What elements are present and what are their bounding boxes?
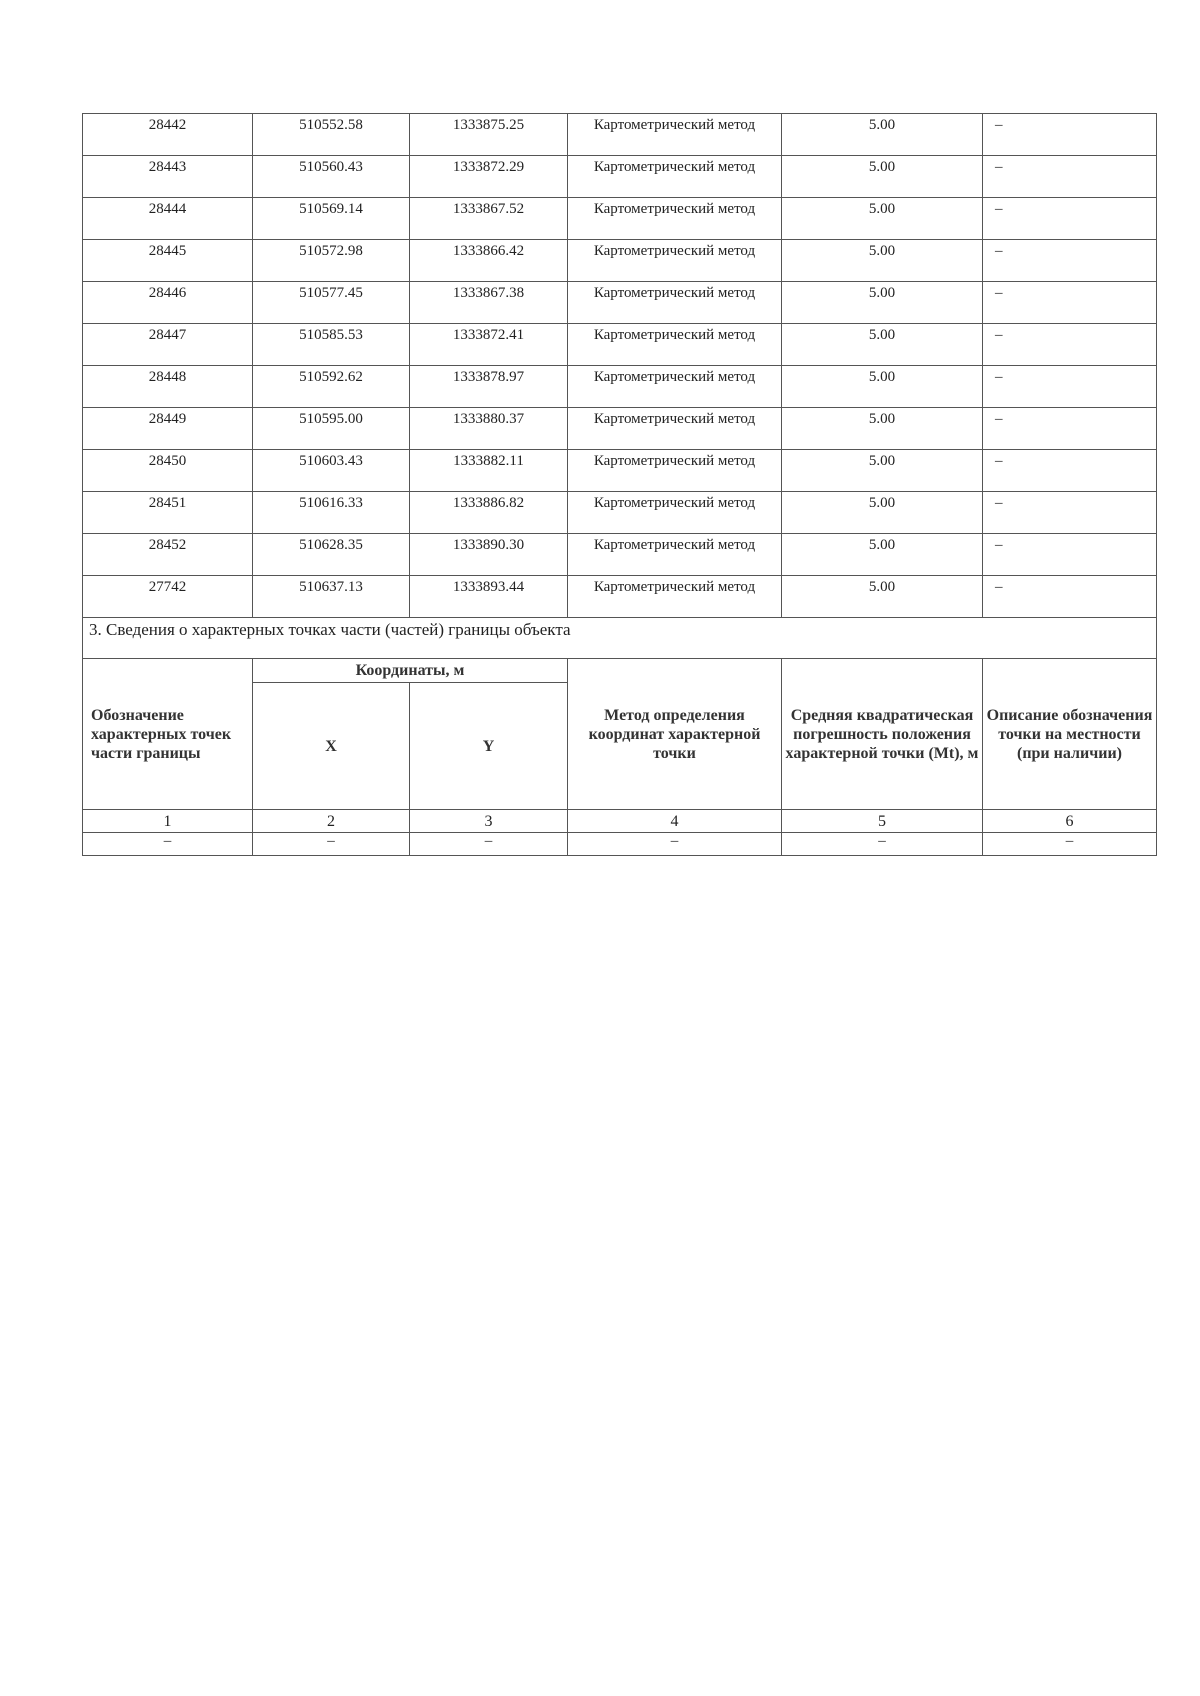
cell-coord-x: 510585.53 bbox=[253, 324, 410, 366]
cell-coord-x: 510572.98 bbox=[253, 240, 410, 282]
header-x: X bbox=[253, 683, 410, 810]
table-row bbox=[83, 282, 1157, 324]
cell-method: Картометрический метод bbox=[568, 408, 782, 450]
column-index: 5 bbox=[782, 810, 983, 833]
cell-coord-y: 1333875.25 bbox=[410, 114, 568, 156]
cell-coord-y: 1333872.29 bbox=[410, 156, 568, 198]
cell-coord-y: 1333866.42 bbox=[410, 240, 568, 282]
cell-coord-x: 510552.58 bbox=[253, 114, 410, 156]
empty-data-row bbox=[83, 833, 1157, 856]
cell-description: – bbox=[983, 240, 1157, 282]
column-index: 3 bbox=[410, 810, 568, 833]
cell-description: – bbox=[983, 366, 1157, 408]
cell-description: – bbox=[983, 408, 1157, 450]
header-point: Обозначение характерных точек части границы bbox=[83, 659, 253, 810]
cell-point-id: 28452 bbox=[83, 534, 253, 576]
header-coords: Координаты, м bbox=[253, 659, 568, 683]
cell-point-id: 28445 bbox=[83, 240, 253, 282]
section3-title: 3. Сведения о характерных точках части (частей) границы объекта bbox=[83, 618, 1157, 659]
cell-point-id: 28451 bbox=[83, 492, 253, 534]
table-row bbox=[83, 114, 1157, 156]
cell-coord-x: 510569.14 bbox=[253, 198, 410, 240]
cell-point-id: 28448 bbox=[83, 366, 253, 408]
table-row bbox=[83, 156, 1157, 198]
cell-coord-y: 1333882.11 bbox=[410, 450, 568, 492]
cell-method: Картометрический метод bbox=[568, 366, 782, 408]
cell-point-id: 28446 bbox=[83, 282, 253, 324]
cell-coord-y: 1333867.52 bbox=[410, 198, 568, 240]
cell-description: – bbox=[983, 114, 1157, 156]
header-method: Метод определения координат характерной точки bbox=[568, 659, 782, 810]
boundary-points-table bbox=[82, 113, 1157, 856]
table-row bbox=[83, 366, 1157, 408]
cell-coord-y: 1333872.41 bbox=[410, 324, 568, 366]
section3 bbox=[83, 618, 1157, 856]
cell-point-id: 28444 bbox=[83, 198, 253, 240]
empty-cell: – bbox=[782, 833, 983, 856]
cell-description: – bbox=[983, 282, 1157, 324]
column-index: 2 bbox=[253, 810, 410, 833]
table-row bbox=[83, 450, 1157, 492]
cell-point-id: 28449 bbox=[83, 408, 253, 450]
cell-error-value: 5.00 bbox=[782, 114, 983, 156]
cell-error-value: 5.00 bbox=[782, 492, 983, 534]
cell-coord-x: 510577.45 bbox=[253, 282, 410, 324]
document-sheet bbox=[82, 113, 1156, 856]
cell-error-value: 5.00 bbox=[782, 324, 983, 366]
cell-method: Картометрический метод bbox=[568, 534, 782, 576]
cell-error-value: 5.00 bbox=[782, 576, 983, 618]
table-row bbox=[83, 576, 1157, 618]
cell-coord-y: 1333890.30 bbox=[410, 534, 568, 576]
table-row bbox=[83, 408, 1157, 450]
empty-cell: – bbox=[983, 833, 1157, 856]
cell-coord-y: 1333893.44 bbox=[410, 576, 568, 618]
cell-coord-x: 510603.43 bbox=[253, 450, 410, 492]
cell-error-value: 5.00 bbox=[782, 366, 983, 408]
cell-coord-y: 1333867.38 bbox=[410, 282, 568, 324]
cell-description: – bbox=[983, 492, 1157, 534]
empty-cell: – bbox=[410, 833, 568, 856]
cell-coord-y: 1333886.82 bbox=[410, 492, 568, 534]
cell-method: Картометрический метод bbox=[568, 156, 782, 198]
cell-coord-y: 1333880.37 bbox=[410, 408, 568, 450]
cell-method: Картометрический метод bbox=[568, 114, 782, 156]
empty-cell: – bbox=[568, 833, 782, 856]
cell-coord-x: 510637.13 bbox=[253, 576, 410, 618]
cell-error-value: 5.00 bbox=[782, 282, 983, 324]
table-row bbox=[83, 240, 1157, 282]
cell-method: Картометрический метод bbox=[568, 576, 782, 618]
header-error: Средняя квадратическая погрешность положения характерной точки (Mt), м bbox=[782, 659, 983, 810]
cell-description: – bbox=[983, 576, 1157, 618]
header-y: Y bbox=[410, 683, 568, 810]
cell-description: – bbox=[983, 156, 1157, 198]
cell-point-id: 28447 bbox=[83, 324, 253, 366]
point-rows bbox=[83, 114, 1157, 618]
cell-point-id: 28450 bbox=[83, 450, 253, 492]
cell-point-id: 28442 bbox=[83, 114, 253, 156]
cell-coord-x: 510628.35 bbox=[253, 534, 410, 576]
cell-error-value: 5.00 bbox=[782, 240, 983, 282]
cell-coord-x: 510595.00 bbox=[253, 408, 410, 450]
cell-description: – bbox=[983, 324, 1157, 366]
cell-point-id: 27742 bbox=[83, 576, 253, 618]
header-desc: Описание обозначения точки на местности (при наличии) bbox=[983, 659, 1157, 810]
cell-error-value: 5.00 bbox=[782, 450, 983, 492]
cell-coord-x: 510560.43 bbox=[253, 156, 410, 198]
cell-method: Картометрический метод bbox=[568, 450, 782, 492]
column-index: 4 bbox=[568, 810, 782, 833]
empty-cell: – bbox=[83, 833, 253, 856]
cell-error-value: 5.00 bbox=[782, 198, 983, 240]
column-index-row bbox=[83, 810, 1157, 833]
empty-cell: – bbox=[253, 833, 410, 856]
cell-error-value: 5.00 bbox=[782, 534, 983, 576]
cell-method: Картометрический метод bbox=[568, 240, 782, 282]
cell-coord-x: 510592.62 bbox=[253, 366, 410, 408]
cell-method: Картометрический метод bbox=[568, 282, 782, 324]
cell-error-value: 5.00 bbox=[782, 156, 983, 198]
table-row bbox=[83, 324, 1157, 366]
cell-error-value: 5.00 bbox=[782, 408, 983, 450]
table-row bbox=[83, 492, 1157, 534]
cell-coord-x: 510616.33 bbox=[253, 492, 410, 534]
column-index: 1 bbox=[83, 810, 253, 833]
cell-method: Картометрический метод bbox=[568, 492, 782, 534]
table-row bbox=[83, 198, 1157, 240]
cell-description: – bbox=[983, 198, 1157, 240]
cell-description: – bbox=[983, 450, 1157, 492]
cell-description: – bbox=[983, 534, 1157, 576]
cell-coord-y: 1333878.97 bbox=[410, 366, 568, 408]
table-row bbox=[83, 534, 1157, 576]
cell-method: Картометрический метод bbox=[568, 324, 782, 366]
cell-method: Картометрический метод bbox=[568, 198, 782, 240]
cell-point-id: 28443 bbox=[83, 156, 253, 198]
column-index: 6 bbox=[983, 810, 1157, 833]
